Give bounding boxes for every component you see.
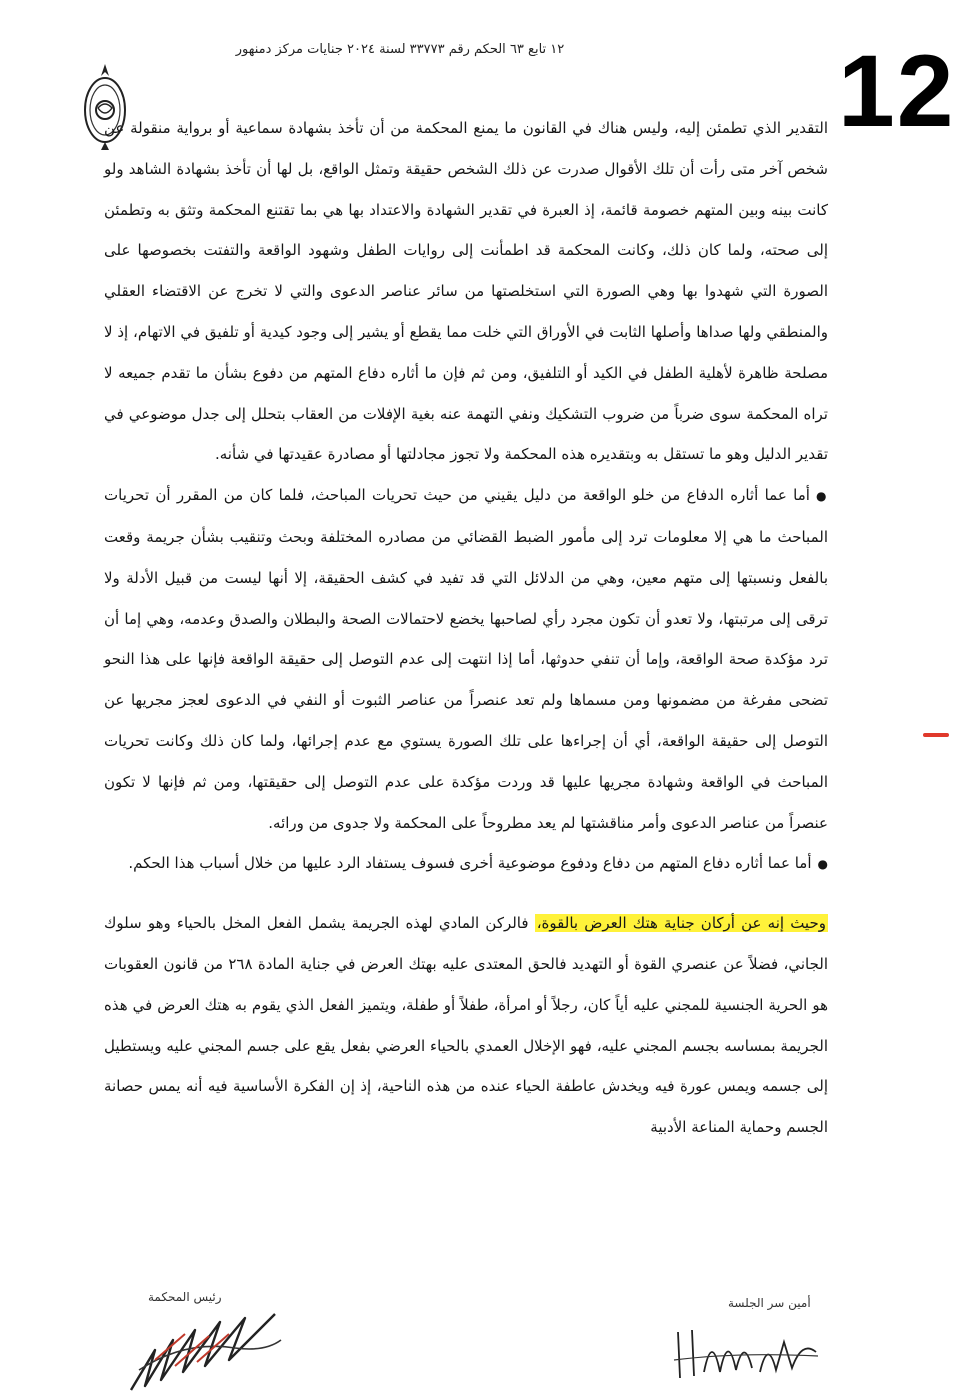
paragraph-investigations [104, 475, 828, 843]
paragraph-witness-testimony: التقدير الذي تطمئن إليه، وليس هناك في القانون ما يمنع المحكمة من أن تأخذ بشهادة سماعية أو برواية منقولة عن شخص آخر متى رأت أن تلك الأقوال صدرت عن ذلك الشخص حقيقة وتمثل الواقع، بل لها أن تأخذ بشهادة الشاهد ولو كانت بينه وبين المتهم خصومة قائمة، إذ العبرة في تقدير الشهادة والاعتداد بها هي بما تقتنع المحكمة وتثق به وتطمئن إلى صحته، ولما كان ذلك، وكانت المحكمة قد اطمأنت إلى روايات الطفل وشهود الواقعة والتفتت بخصوصها على الصورة التي شهدوا بها وهي الصورة التي استخلصتها من سائر عناصر الدعوى والتي لا تخرج عن الاقتضاء العقلي والمنطقي ولها صداها وأصلها الثابت في الأوراق التي خلت مما يقطع أو يشير إلى وجود كيدية أو تلفيق في الاتهام، إذ لا مصلحة ظاهرة لأهلية الطفل في الكيد أو التلفيق، ومن ثم فإن ما أثاره دفاع المتهم من دفوع بشأن ما تقدم جميعه لا تراه المحكمة سوى ضرباً من ضروب التشكيك ونفي التهمة عنه بغية الإفلات من العقاب بتحلل إلى جدل موضوعي في تقدير الدليل وهو ما تستقل به وبتقديره هذه المحكمة ولا تجوز مجادلتها أو مصادرة عقيدتها في شأنه. [104, 119, 828, 464]
paragraph-other-defenses [104, 843, 828, 885]
court-clerk-signature [668, 1312, 828, 1382]
page-number: 12 [838, 34, 956, 148]
highlighted-phrase: وحيث إنه عن أركان جناية هتك العرض بالقوة، [536, 914, 826, 933]
paragraph-crime-elements-text: فالركن المادي لهذه الجريمة يشمل الفعل المخل بالحياء وهو سلوك الجاني، فضلاً عن عنصري القوة أو التهديد فالحق المعتدى عليه بهتك العرض في جناية المادة ٢٦٨ من قانون العقوبات هو الحرية الجنسية للمجني عليه أياً كان، رجلاً أو امرأة، طفلاً أو طفلة، ويتميز الفعل الذي يقوم به هتك العرض في هذه الجريمة بمساسه بجسم المجني عليه، فهو الإخلال العمدي بالحياء العرضي بفعل يقع على جسم المجني عليه ويستطيل إلى جسمه ويمس عورة فيه ويخدش عاطفة الحياء عنده من هذه الناحية، إذ إن الفكرة الأساسية فيه أنه يمس حصانة الجسم وحماية المناعة الأدبية [104, 914, 828, 1137]
running-header: ١٢ تابع ٦٣ الحكم رقم ٣٣٧٧٣ لسنة ٢٠٢٤ جنايات مركز دمنهور [235, 42, 565, 57]
paragraph-investigations-text: أما عما أثاره الدفاع من خلو الواقعة من دليل يقيني من حيث تحريات المباحث، فلما كان من المقرر أن تحريات المباحث ما هي إلا معلومات ترد إلى مأمور الضبط القضائي من مصادره المختلفة وبحث وتنقيب بشأن جريمة وقعت بالفعل ونسبتها إلى متهم معين، وهي من الدلائل التي قد تفيد في كشف الحقيقة، إلا أنها ليست من قبيل الأدلة ولا ترقى إلى مرتبتها، ولا تعدو أن تكون مجرد رأي لصاحبها يخضع لاحتمالات الصحة والبطلان والصدق وعدمه، وهي إما أن ترد مؤكدة صحة الواقعة، وإما أن تنفي حدوثها، أما إذا انتهت إلى عدم التوصل إلى حقيقة الواقعة فإنها على هذا النحو تضحى مفرغة من مضمونها ومن مسماها ولم تعد عنصراً من عناصر الثبوت أو النفي في الدعوى لعجز مجريها عن التوصل إلى حقيقة الواقعة، أي أن إجراءها على تلك الصورة يستوي مع عدم إجرائها، ولما كان ذلك وكانت تحريات المباحث في الواقعة وشهادة مجريها عليها قد وردت مؤكدة على عدم التوصل إلى حقيقتها، ومن ثم فإنها لا تكون عنصراً من عناصر الدعوى وأمر مناقشتها لم يعد مطروحاً على المحكمة ولا جدوى من ورائه. [104, 486, 828, 832]
paragraph-other-defenses-text: أما عما أثاره دفاع المتهم من دفاع ودفوع موضوعية أخرى فسوف يستفاد الرد عليها من خلال أسباب هذا الحكم. [128, 854, 812, 873]
court-clerk-label: أمين سر الجلسة [728, 1296, 811, 1310]
margin-mark [923, 733, 949, 737]
bullet-icon: ● [817, 857, 828, 872]
judgment-body [104, 108, 828, 1148]
bullet-icon: ● [815, 489, 828, 504]
paragraph-crime-elements [104, 903, 828, 1148]
presiding-judge-signature [125, 1300, 285, 1396]
presiding-judge-label: رئيس المحكمة [148, 1290, 222, 1304]
